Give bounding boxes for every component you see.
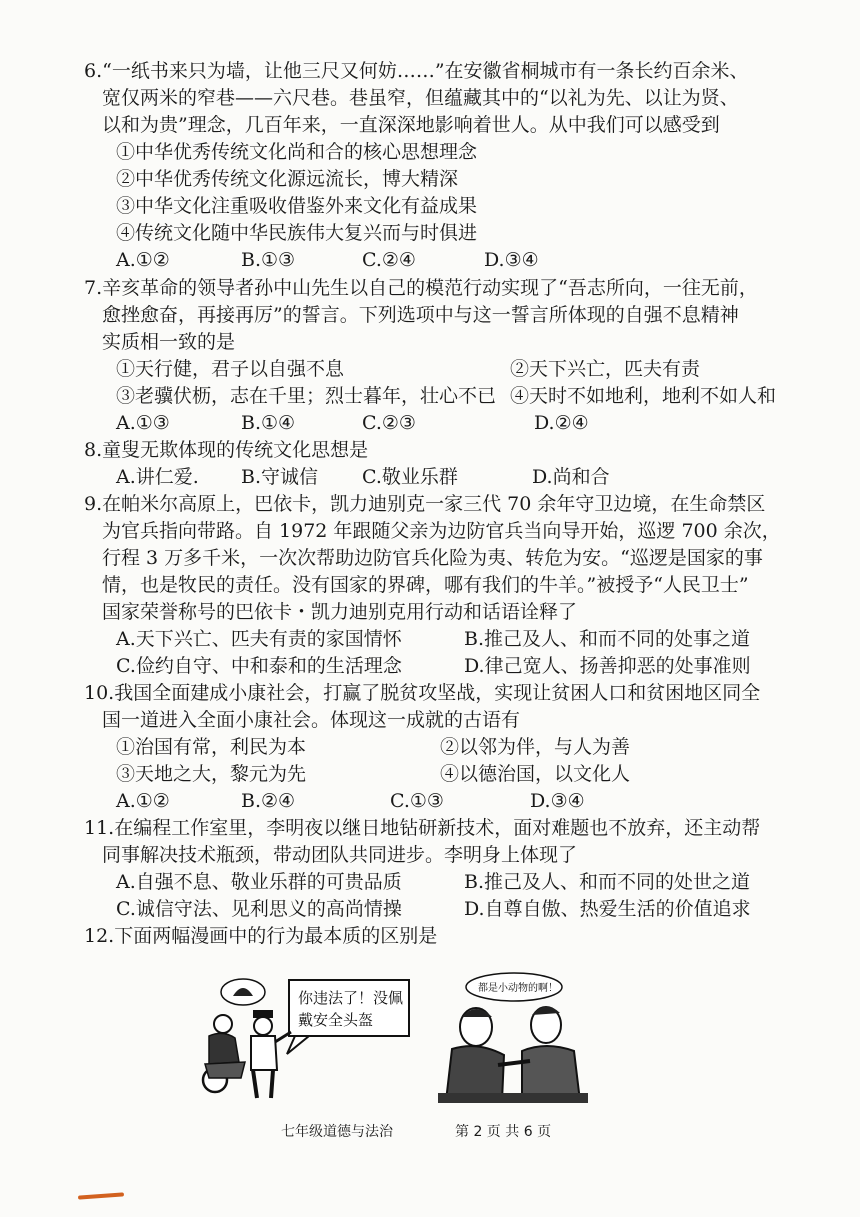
question-6-item-1: ①中华优秀传统文化尚和合的核心思想理念 bbox=[116, 141, 478, 163]
question-6-option-c: C.②④ bbox=[362, 249, 416, 271]
question-8-option-b: B.守诚信 bbox=[241, 466, 319, 488]
cartoon-two-men bbox=[438, 965, 588, 1105]
question-10-item-2: ②以邻为伴，与人为善 bbox=[440, 736, 631, 758]
cartoon-1-speech-line-2: 戴安全头盔 bbox=[298, 1013, 374, 1029]
question-10-stem-line-2: 国一道进入全面小康社会。体现这一成就的古语有 bbox=[102, 709, 521, 731]
question-9-option-b: B.推己及人、和而不同的处事之道 bbox=[464, 628, 751, 650]
question-7 bbox=[84, 275, 784, 437]
footer-page-number: 第 2 页 共 6 页 bbox=[455, 1124, 552, 1140]
question-6-stem-line-3: 以和为贵”理念，几百年来，一直深深地影响着世人。从中我们可以感受到 bbox=[102, 114, 720, 136]
police-head bbox=[254, 1017, 272, 1035]
question-7-item-1: ①天行健，君子以自强不息 bbox=[116, 358, 345, 380]
question-11-option-d: D.自尊自傲、热爱生活的价值追求 bbox=[464, 898, 751, 920]
police-body bbox=[251, 1036, 277, 1070]
question-10-option-b: B.②④ bbox=[241, 790, 296, 812]
question-7-stem-line-2: 愈挫愈奋，再接再厉”的誓言。下列选项中与这一誓言所体现的自强不息精神 bbox=[102, 304, 739, 326]
question-9-option-c: C.俭约自守、中和泰和的生活理念 bbox=[116, 655, 402, 677]
question-7-stem-line-3: 实质相一致的是 bbox=[102, 331, 236, 353]
footer-subject: 七年级道德与法治 bbox=[281, 1124, 393, 1140]
question-10-items-row-2 bbox=[84, 761, 784, 788]
question-7-item-4: ④天时不如地利，地利不如人和 bbox=[510, 385, 777, 407]
question-11-options-row-1 bbox=[84, 869, 784, 896]
rider-body bbox=[209, 1033, 239, 1064]
cartoon-2-speech: 都是小动物的啊！ bbox=[478, 983, 558, 994]
question-10-option-a: A.①② bbox=[116, 790, 170, 812]
cartoon-1-speech-line-1: 你违法了！没佩 bbox=[298, 991, 404, 1007]
question-11-stem-line-1: 11.在编程工作室里，李明夜以继日地钻研新技术，面对难题也不放弃，还主动帮 bbox=[84, 817, 761, 839]
question-7-option-b: B.①④ bbox=[241, 412, 296, 434]
question-10-item-4: ④以德治国，以文化人 bbox=[440, 763, 631, 785]
question-11-option-c: C.诚信守法、见利思义的高尚情操 bbox=[116, 898, 402, 920]
question-8-option-c: C.敬业乐群 bbox=[362, 466, 458, 488]
question-6-item-3: ③中华文化注重吸收借鉴外来文化有益成果 bbox=[116, 195, 478, 217]
question-8-options bbox=[84, 464, 784, 491]
question-7-items-row-2 bbox=[84, 383, 784, 410]
question-7-option-c: C.②③ bbox=[362, 412, 416, 434]
question-11-option-a: A.自强不息、敬业乐群的可贵品质 bbox=[116, 871, 402, 893]
question-8 bbox=[84, 437, 784, 491]
question-10 bbox=[84, 680, 784, 815]
question-6-option-b: B.①③ bbox=[241, 249, 296, 271]
question-7-item-2: ②天下兴亡，匹夫有责 bbox=[510, 358, 701, 380]
question-6-options bbox=[84, 247, 784, 274]
question-12 bbox=[84, 923, 784, 950]
question-10-options bbox=[84, 788, 784, 815]
table bbox=[438, 1093, 588, 1103]
question-10-item-1: ①治国有常，利民为本 bbox=[116, 736, 307, 758]
question-7-option-d: D.②④ bbox=[534, 412, 589, 434]
question-7-stem-line-1: 7.辛亥革命的领导者孙中山先生以自己的模范行动实现了“吾志所向，一往无前， bbox=[84, 277, 758, 299]
question-10-option-d: D.③④ bbox=[530, 790, 585, 812]
question-7-options bbox=[84, 410, 784, 437]
question-6 bbox=[84, 58, 784, 274]
rider-head bbox=[214, 1015, 232, 1033]
question-9-options-row-1 bbox=[84, 626, 784, 653]
question-6-option-d: D.③④ bbox=[484, 249, 539, 271]
question-11-stem-line-2: 同事解决技术瓶颈，带动团队共同进步。李明身上体现了 bbox=[102, 844, 578, 866]
question-6-stem-line-2: 宽仅两米的窄巷——六尺巷。巷虽窄，但蕴藏其中的“以礼为先、以让为贤、 bbox=[102, 87, 739, 109]
right-man-body bbox=[522, 1046, 580, 1101]
question-9-option-a: A.天下兴亡、匹夫有责的家国情怀 bbox=[116, 628, 402, 650]
question-7-items-row-1 bbox=[84, 356, 784, 383]
question-10-option-c: C.①③ bbox=[390, 790, 444, 812]
cartoon-traffic-police bbox=[195, 970, 425, 1102]
question-10-stem-line-1: 10.我国全面建成小康社会，打赢了脱贫攻坚战，实现让贫困人口和贫困地区同全 bbox=[84, 682, 761, 704]
question-10-item-3: ③天地之大，黎元为先 bbox=[116, 763, 307, 785]
question-9-options-row-2 bbox=[84, 653, 784, 680]
question-7-item-3: ③老骥伏枥，志在千里；烈士暮年，壮心不已 bbox=[116, 385, 497, 407]
question-9-stem-line-3: 行程 3 万多千米，一次次帮助边防官兵化险为夷、转危为安。“巡逻是国家的事 bbox=[102, 547, 763, 569]
question-9-stem-line-1: 9.在帕米尔高原上，巴依卡，凯力迪别克一家三代 70 余年守卫边境，在生命禁区 bbox=[84, 493, 766, 515]
question-6-item-2: ②中华优秀传统文化源远流长，博大精深 bbox=[116, 168, 459, 190]
question-10-items-row-1 bbox=[84, 734, 784, 761]
question-12-stem: 12.下面两幅漫画中的行为最本质的区别是 bbox=[84, 925, 438, 947]
question-6-item-4: ④传统文化随中华民族伟大复兴而与时俱进 bbox=[116, 222, 478, 244]
question-6-stem-line-1: 6.“一纸书来只为墙，让他三尺又何妨……”在安徽省桐城市有一条长约百余米、 bbox=[84, 60, 749, 82]
question-9 bbox=[84, 491, 784, 680]
question-8-stem: 8.童叟无欺体现的传统文化思想是 bbox=[84, 439, 369, 461]
question-9-stem-line-5: 国家荣誉称号的巴依卡・凯力迪别克用行动和话语诠释了 bbox=[102, 601, 578, 623]
orange-pen-mark bbox=[78, 1192, 124, 1199]
question-7-option-a: A.①③ bbox=[116, 412, 170, 434]
question-8-option-a: A.讲仁爱. bbox=[116, 466, 199, 488]
left-man-body bbox=[446, 1046, 504, 1101]
question-11-option-b: B.推己及人、和而不同的处世之道 bbox=[464, 871, 751, 893]
question-11-options-row-2 bbox=[84, 896, 784, 923]
question-9-option-d: D.律己宽人、扬善抑恶的处事准则 bbox=[464, 655, 751, 677]
question-11 bbox=[84, 815, 784, 923]
question-6-option-a: A.①② bbox=[116, 249, 170, 271]
question-9-stem-line-2: 为官兵指向带路。自 1972 年跟随父亲为边防官兵当向导开始，巡逻 700 余次， bbox=[102, 520, 781, 542]
question-9-stem-line-4: 情，也是牧民的责任。没有国家的界碑，哪有我们的牛羊。”被授予“人民卫士” bbox=[102, 574, 749, 596]
question-8-option-d: D.尚和合 bbox=[532, 466, 610, 488]
